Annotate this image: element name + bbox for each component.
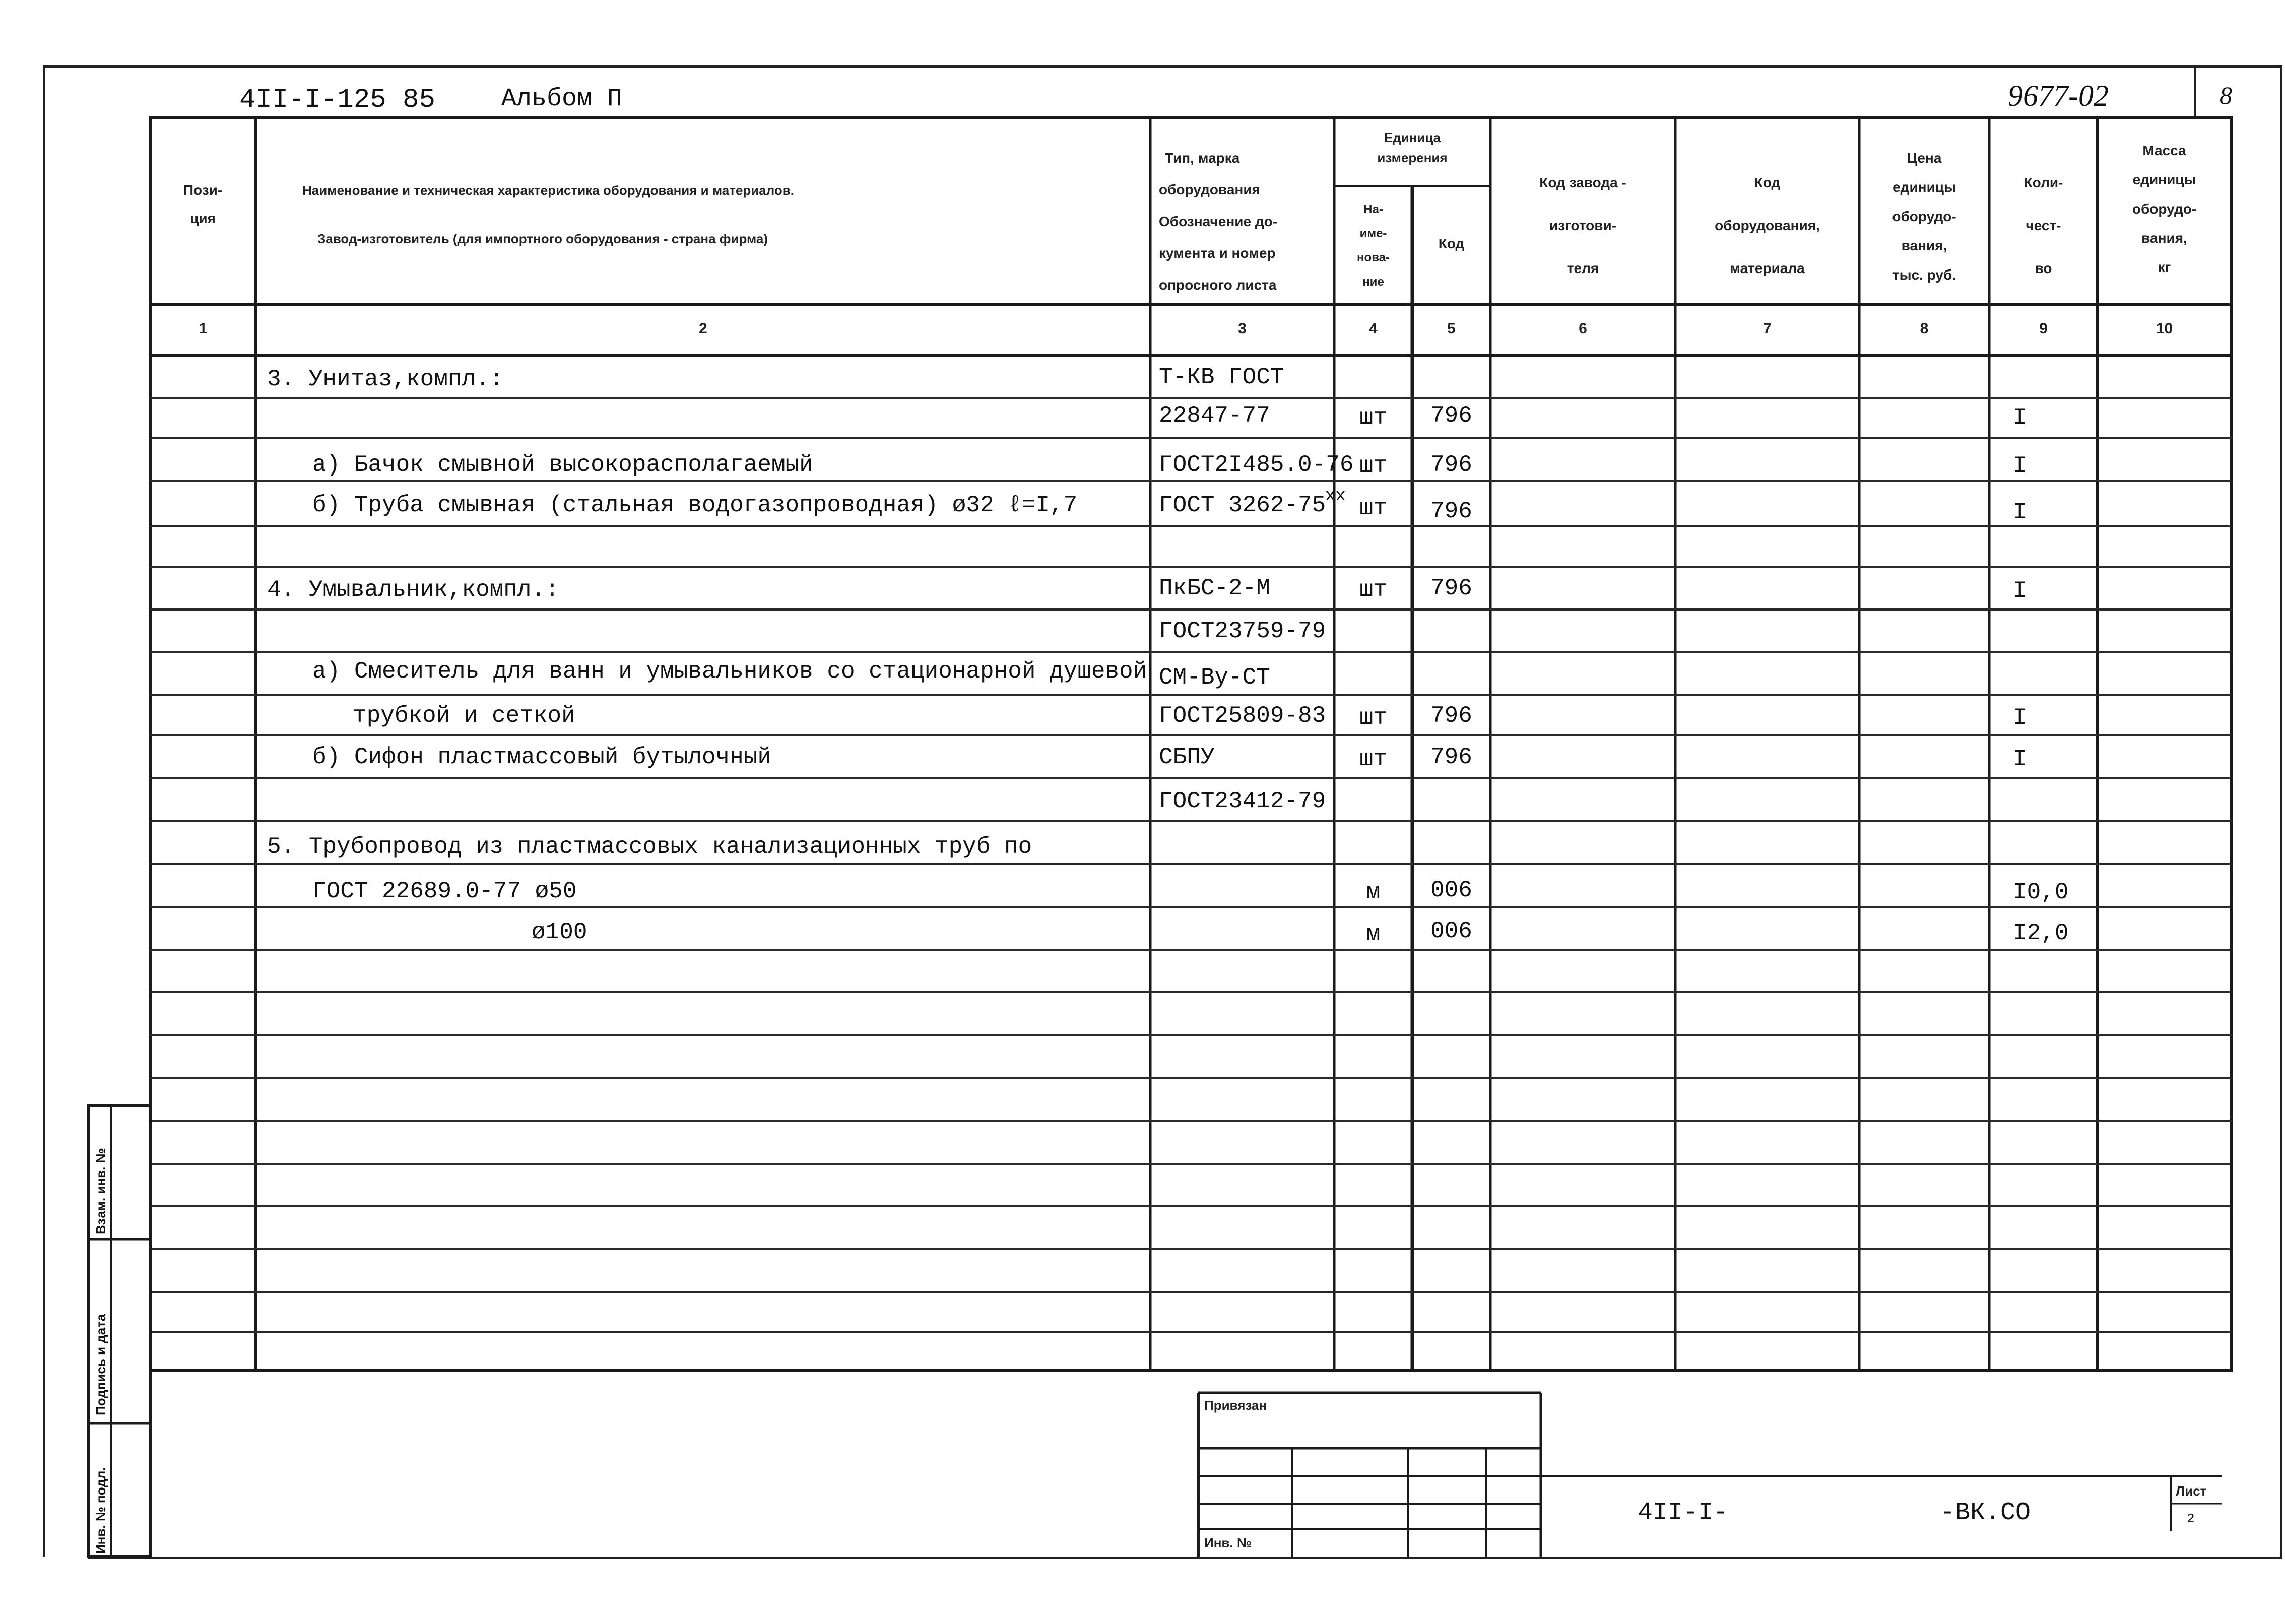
- row-type: ГОСТ 3262-75: [1159, 492, 1326, 518]
- row-qty: I2,0: [2013, 920, 2069, 946]
- row-code: 006: [1430, 877, 1472, 903]
- row-name: 3. Унитаз,компл.:: [267, 366, 504, 392]
- side-label-signature-date: Подпись и дата: [93, 1314, 108, 1415]
- row-unit: шт: [1359, 577, 1388, 603]
- row-type-superscript: xx: [1325, 487, 1346, 506]
- header-price: Цена единицы оборудо- вания, тыс. руб.: [1892, 150, 1956, 283]
- stamp-sheet-label: Лист: [2176, 1483, 2207, 1499]
- header-unit-code: Код: [1438, 236, 1465, 251]
- row-name: ГОСТ 22689.0-77 ø50: [312, 878, 577, 904]
- row-type: ГОСТ23412-79: [1159, 788, 1326, 815]
- row-qty: I: [2013, 453, 2027, 479]
- row-code: 796: [1430, 575, 1472, 601]
- row-qty: I: [2013, 746, 2027, 772]
- header-unit: Единица измерения: [1377, 130, 1448, 165]
- side-label-inv-original: Инв. № подл.: [93, 1467, 108, 1554]
- colnum-10: 10: [2156, 320, 2173, 337]
- row-unit: шт: [1359, 495, 1388, 521]
- row-code: 796: [1430, 402, 1472, 429]
- row-unit: шт: [1359, 453, 1388, 479]
- header-equipment-code: Код оборудования, материала: [1715, 175, 1820, 276]
- row-code: 796: [1430, 498, 1472, 524]
- row-qty: I0,0: [2013, 879, 2069, 905]
- album-label: Альбом П: [501, 85, 623, 113]
- colnum-8: 8: [1920, 320, 1929, 337]
- row-qty: I: [2013, 705, 2027, 731]
- header-unit-name: На- име- нова- ние: [1357, 202, 1390, 289]
- stamp-doc-right: -ВК.СО: [1940, 1499, 2031, 1527]
- row-type: СБПУ: [1159, 744, 1215, 770]
- row-name: б) Сифон пластмассовый бутылочный: [312, 744, 771, 770]
- colnum-5: 5: [1447, 320, 1456, 337]
- colnum-7: 7: [1763, 320, 1772, 337]
- row-unit: шт: [1359, 705, 1388, 731]
- row-code: 796: [1430, 452, 1472, 478]
- row-name: 4. Умывальник,компл.:: [267, 577, 559, 603]
- row-code: 796: [1430, 744, 1472, 770]
- row-qty: I: [2013, 499, 2027, 525]
- row-name: 5. Трубопровод из пластмассовых канализационных труб по: [267, 834, 1032, 860]
- row-name: трубкой и сеткой: [353, 703, 575, 729]
- stamp-sheet-value: 2: [2187, 1511, 2195, 1526]
- header-quantity: Коли- чест- во: [2023, 175, 2063, 276]
- stamp-doc-left: 4II-I-: [1638, 1499, 1729, 1527]
- row-qty: I: [2013, 404, 2027, 431]
- row-name: а) Бачок смывной высокорасполагаемый: [312, 452, 813, 478]
- row-type: СМ-Ву-СТ: [1159, 664, 1270, 691]
- colnum-4: 4: [1369, 320, 1378, 337]
- row-type: Т-КВ ГОСТ: [1159, 364, 1284, 390]
- row-unit: м: [1366, 879, 1381, 905]
- archive-number: 9677-02: [2008, 79, 2109, 112]
- row-type: ГОСТ2I485.0-76: [1159, 452, 1354, 478]
- sheet-number: 8: [2219, 81, 2232, 109]
- stamp-inv-label: Инв. №: [1204, 1535, 1252, 1550]
- row-name: б) Труба смывная (стальная водогазопроводная) ø32 ℓ=I,7: [312, 492, 1078, 518]
- row-unit: шт: [1359, 746, 1388, 772]
- header-plant-code: Код завода - изготови- теля: [1539, 175, 1626, 276]
- row-name: а) Смеситель для ванн и умывальников со стационарной душевой: [312, 658, 1147, 685]
- row-code: 796: [1430, 703, 1472, 729]
- colnum-6: 6: [1579, 320, 1587, 337]
- colnum-2: 2: [699, 320, 707, 337]
- row-code: 006: [1430, 918, 1472, 944]
- row-unit: шт: [1359, 404, 1388, 431]
- row-type: ПкБС-2-М: [1159, 575, 1270, 601]
- row-unit: м: [1366, 921, 1381, 948]
- row-name: ø100: [532, 919, 587, 945]
- row-qty: I: [2013, 578, 2027, 604]
- colnum-1: 1: [199, 320, 208, 337]
- row-type: ГОСТ25809-83: [1159, 703, 1326, 729]
- document-code: 4II-I-125 85: [239, 85, 435, 115]
- header-mass: Масса единицы оборудо- вания, кг: [2132, 143, 2197, 275]
- side-label-replace-inv: Взам. инв. №: [93, 1148, 108, 1234]
- colnum-9: 9: [2039, 320, 2048, 337]
- row-type: ГОСТ23759-79: [1159, 618, 1326, 644]
- row-type: 22847-77: [1159, 402, 1270, 429]
- stamp-linked-label: Привязан: [1204, 1398, 1267, 1413]
- colnum-3: 3: [1238, 320, 1247, 337]
- header-type: Тип, марка оборудования Обозначение до- кумента и номер опросного листа: [1159, 150, 1278, 293]
- header-position: Пози- ция: [183, 182, 223, 226]
- header-name: Наименование и техническая характеристика оборудования и материалов. Завод-изготовитель (для импортного оборудования - страна фирма): [302, 183, 795, 246]
